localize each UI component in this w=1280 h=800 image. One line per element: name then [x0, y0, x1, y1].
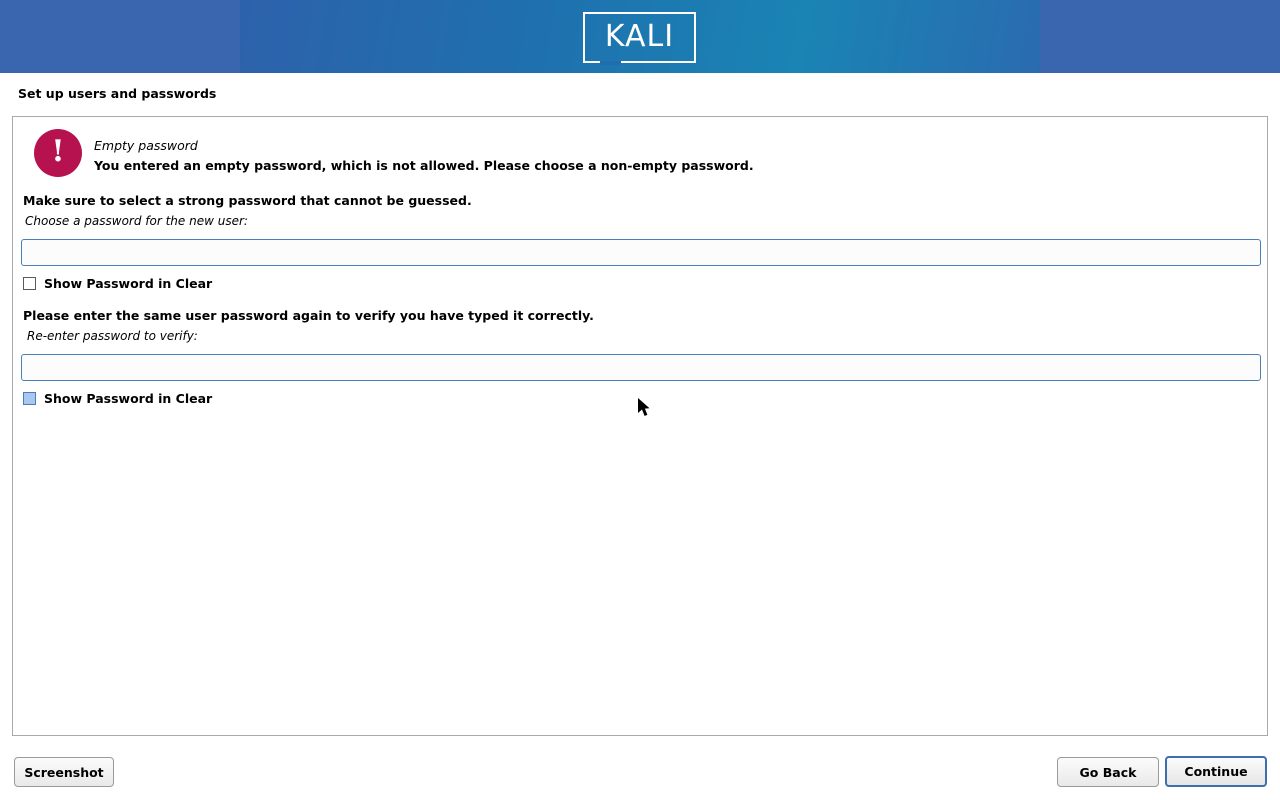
checkbox-icon[interactable] [23, 277, 36, 290]
show-password-2-row[interactable] [23, 391, 212, 406]
verify-field-label: Re-enter password to verify: [27, 329, 198, 343]
kali-logo-text: KALI [604, 18, 675, 54]
screenshot-button[interactable]: Screenshot [14, 757, 114, 787]
kali-logo [583, 12, 696, 63]
show-password-2-label: Show Password in Clear [44, 391, 213, 406]
verify-instruction: Please enter the same user password again to verify you have typed it correctly. [23, 308, 594, 323]
show-password-1-row[interactable] [23, 276, 212, 291]
checkbox-icon[interactable] [23, 392, 36, 405]
show-password-1-label: Show Password in Clear [44, 276, 213, 291]
error-message: You entered an empty password, which is not allowed. Please choose a non-empty password. [94, 158, 754, 173]
exclamation-glyph: ! [51, 133, 65, 169]
kali-logo-notch [600, 61, 621, 65]
mouse-pointer-icon [638, 398, 650, 417]
banner-divider [0, 73, 1280, 75]
password-input[interactable] [21, 239, 1261, 266]
verify-password-input[interactable] [21, 354, 1261, 381]
password-field-label: Choose a password for the new user: [25, 214, 248, 228]
continue-button[interactable]: Continue [1165, 756, 1267, 787]
go-back-button[interactable]: Go Back [1057, 757, 1159, 787]
kali-banner [0, 0, 1280, 75]
error-exclamation-icon [34, 129, 82, 177]
error-title: Empty password [94, 138, 198, 153]
installer-content-frame [12, 116, 1268, 736]
page-title: Set up users and passwords [18, 86, 217, 101]
password-strength-hint: Make sure to select a strong password that cannot be guessed. [23, 193, 472, 208]
